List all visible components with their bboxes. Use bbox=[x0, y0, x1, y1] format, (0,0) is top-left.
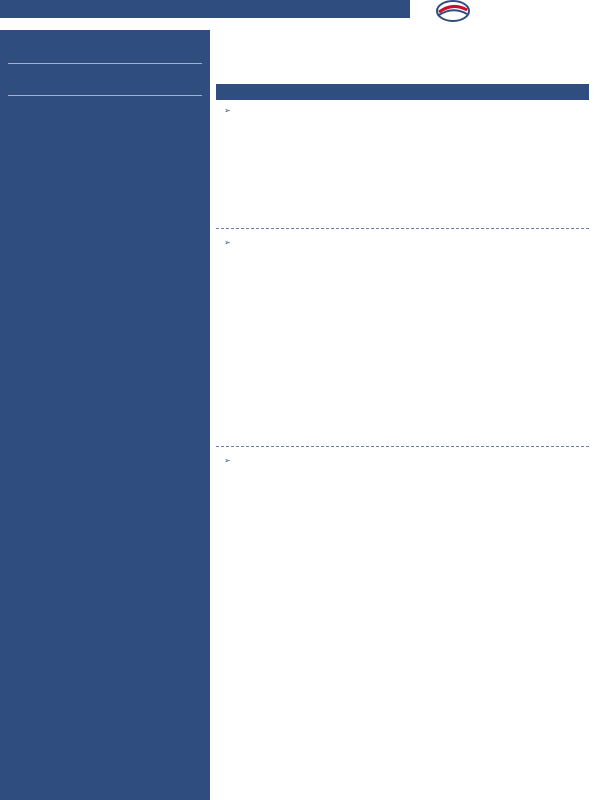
section-divider bbox=[216, 446, 589, 447]
left-sidebar bbox=[0, 30, 210, 800]
arrow-bullet-icon: ➢ bbox=[224, 456, 231, 465]
bullet-section-crude-oil bbox=[216, 104, 589, 224]
bullet-section-px bbox=[216, 236, 589, 436]
section-divider bbox=[216, 228, 589, 229]
arrow-bullet-icon: ➢ bbox=[224, 106, 231, 115]
summary-underline bbox=[216, 99, 589, 100]
cinda-logo-mark-icon bbox=[436, 0, 470, 22]
arrow-bullet-icon: ➢ bbox=[224, 238, 231, 247]
top-header-bar bbox=[0, 0, 410, 18]
sidebar-divider bbox=[8, 63, 202, 64]
cinda-logo bbox=[436, 0, 596, 24]
summary-header bbox=[216, 84, 589, 99]
bullet-section-pta bbox=[216, 454, 589, 674]
sidebar-divider bbox=[8, 95, 202, 96]
